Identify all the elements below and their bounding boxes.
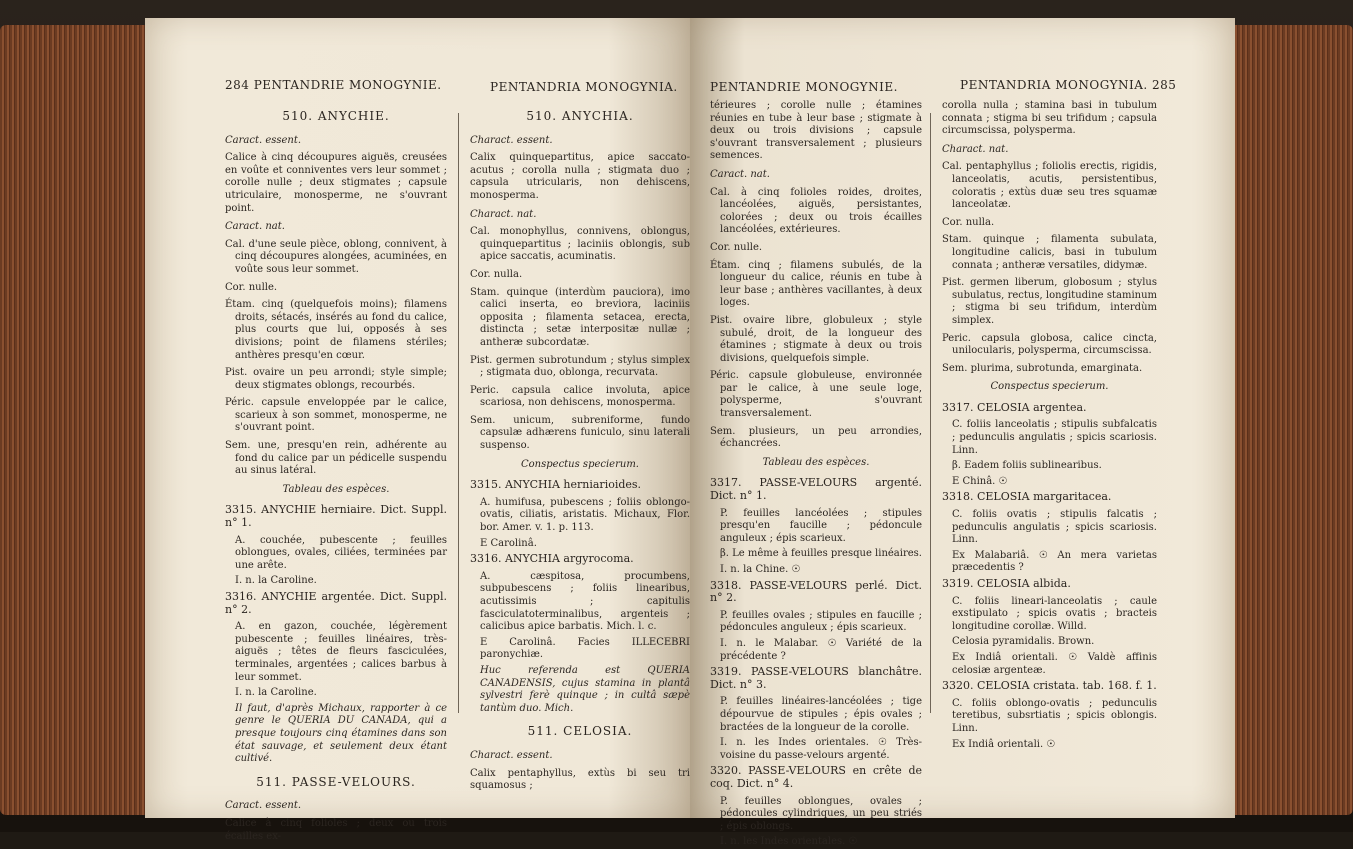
- species-entry: 3320. CELOSIA cristata. tab. 168. f. 1.: [942, 679, 1157, 693]
- paragraph: Sem. plurima, subrotunda, emarginata.: [942, 362, 1143, 374]
- section-head: Caract. essent.: [225, 800, 302, 812]
- section-head: Charact. nat.: [470, 208, 537, 220]
- paragraph: Stam. quinque (interdùm pauciora), imo calici inserta, eo breviora, laciniis opposita ; filamenta setacea, erecta, distincta ; setæ interpositæ nullæ ; antheræ subcordatæ.: [470, 286, 690, 348]
- left-page: [145, 18, 690, 842]
- species-entry: 3315. ANYCHIA herniarioides.: [470, 478, 642, 492]
- table-head: Tableau des espèces.: [762, 456, 870, 468]
- species-synonym: Celosia pyramidalis. Brown.: [952, 636, 1095, 648]
- genus-title: 510. ANYCHIE.: [282, 109, 390, 123]
- species-description: P. feuilles oblongues, ovales ; pédoncules cylindriques, un peu striés ; épis oblongs.: [720, 795, 922, 832]
- genus-title: 511. CELOSIA.: [527, 724, 633, 739]
- section-head: Charact. essent.: [470, 134, 553, 146]
- section-head: Charact. essent.: [470, 749, 553, 761]
- column-french: [225, 100, 447, 842]
- species-entry: 3318. CELOSIA margaritacea.: [942, 490, 1112, 504]
- species-locality: Ex Indiâ orientali. ☉ Valdè affinis celosiæ argenteæ.: [952, 651, 1157, 676]
- paragraph: Calice à cinq folioles ; deux ou trois écailles ex-: [225, 817, 447, 842]
- species-locality: I. n. les Indes orientales. ☉ Très-voisine du passe-velours argenté.: [720, 737, 922, 761]
- paragraph: Pist. germen subrotundum ; stylus simplex ; stigmata duo, oblonga, recurvata.: [470, 354, 690, 379]
- table-head: Tableau des espèces.: [282, 483, 390, 495]
- table-head: Conspectus specierum.: [990, 381, 1109, 393]
- paragraph: Pist. germen liberum, globosum ; stylus subulatus, rectus, longitudine staminum ; stigma bi seu trifidum, interdùm simplex.: [942, 277, 1157, 326]
- genus-title: 511. PASSE-VELOURS.: [256, 774, 416, 789]
- paragraph: Calix quinquepartitus, apice saccato-acutus ; corolla nulla ; stigmata duo ; capsula utricularis, non dehiscens, monosperma.: [470, 152, 690, 201]
- column-rule: [458, 113, 459, 713]
- section-head: Charact. nat.: [942, 143, 1009, 155]
- species-locality: I. n. les Indes orientales. ☉: [720, 836, 858, 848]
- paragraph: Cor. nulle.: [710, 241, 763, 253]
- paragraph: Cal. à cinq folioles roides, droites, lancéolées, aiguës, persistantes, colorées ; deux ou trois écailles lancéolées, extérieures.: [710, 186, 922, 236]
- species-entry: 3317. PASSE-VELOURS argenté. Dict. n° 1.: [710, 476, 922, 503]
- paragraph: Cor. nulla.: [470, 268, 523, 280]
- page-edges-left: [0, 25, 150, 815]
- paragraph: Stam. quinque ; filamenta subulata, longitudine calicis, basi in tubulum connata ; antheræ versatiles, didymæ.: [942, 234, 1157, 271]
- species-description: A. cæspitosa, procumbens, subpubescens ; foliis linearibus, acutissimis ; capitulis fasciculatoterminalibus, argenteis ; calicibus apice barbatis. Mich. l. c.: [480, 570, 690, 633]
- species-locality: I. n. la Caroline.: [235, 575, 317, 587]
- species-locality: Ex Malabariâ. ☉ An mera varietas præcedentis ?: [952, 549, 1157, 574]
- species-entry: 3320. PASSE-VELOURS en crête de coq. Dict. n° 4.: [710, 764, 922, 790]
- species-description: A. humifusa, pubescens ; foliis oblongo-ovatis, ciliatis, aristatis. Michaux, Flor. bor. Amer. v. 1. p. 113.: [480, 496, 690, 534]
- running-head-left: 284 PENTANDRIE MONOGYNIE.: [225, 78, 442, 92]
- species-locality: E Chinâ. ☉: [952, 475, 1008, 487]
- species-locality: E Carolinâ.: [480, 537, 537, 549]
- species-entry: 3317. CELOSIA argentea.: [942, 400, 1087, 414]
- species-locality: Ex Indiâ orientali. ☉: [952, 738, 1056, 750]
- species-entry: 3319. PASSE-VELOURS blanchâtre. Dict. n° 3.: [710, 665, 922, 691]
- paragraph: Cal. d'une seule pièce, oblong, connivent, à cinq découpures alongées, acuminées, en voûte sous leur sommet.: [225, 238, 447, 275]
- species-entry: 3315. ANYCHIE herniaire. Dict. Suppl. n° 1.: [225, 503, 447, 530]
- table-head: Conspectus specierum.: [521, 458, 639, 470]
- paragraph: Sem. unicum, subreniforme, fundo capsulæ adhærens funiculo, sinu laterali suspenso.: [470, 414, 690, 452]
- species-description: C. foliis ovatis ; stipulis falcatis ; pedunculis angulatis ; spicis scariosis. Linn.: [952, 509, 1157, 546]
- species-description: A. en gazon, couchée, légèrement pubescente ; feuilles linéaires, très-aiguës ; têtes de fleurs fasciculées, terminales, argentées ; calices barbus à leur sommet.: [235, 621, 447, 683]
- species-locality: I. n. le Malabar. ☉ Variété de la précédente ?: [720, 637, 922, 662]
- section-head: Caract. nat.: [710, 168, 770, 180]
- species-description: P. feuilles linéaires-lancéolées ; tige dépourvue de stipules ; épis ovales ; bractées de la longueur de la corolle.: [720, 696, 922, 733]
- paragraph: térieures ; corolle nulle ; étamines réunies en tube à leur base ; stigmate à deux ou trois divisions ; capsule s'ouvrant transversalement ; plusieurs semences.: [710, 100, 922, 162]
- running-head-right: PENTANDRIA MONOGYNIA. 285: [960, 78, 1177, 92]
- paragraph: Cor. nulla.: [942, 216, 995, 228]
- species-entry: 3318. PASSE-VELOURS perlé. Dict. n° 2.: [710, 578, 922, 605]
- page-edges-right: [1233, 25, 1353, 815]
- paragraph: Peric. capsula globosa, calice cincta, unilocularis, polysperma, circumscissa.: [942, 332, 1157, 357]
- species-locality: I. n. la Chine. ☉: [720, 564, 801, 575]
- paragraph: Péric. capsule globuleuse, environnée par le calice, à une seule loge, polysperme, s'ouvrant transversalement.: [710, 370, 922, 420]
- species-description: A. couchée, pubescente ; feuilles oblongues, ovales, ciliées, terminées par une arête.: [235, 534, 447, 571]
- species-variety: β. Le même à feuilles presque linéaires.: [720, 548, 922, 560]
- paragraph: Cal. pentaphyllus ; foliolis erectis, rigidis, lanceolatis, acutis, persistentibus, coloratis ; extùs duæ seu tres squamæ lanceolatæ.: [942, 161, 1157, 211]
- species-description: P. feuilles lancéolées ; stipules presqu'en faucille ; pédoncule anguleux ; épis scarieux.: [720, 507, 922, 544]
- paragraph: Péric. capsule enveloppée par le calice, scarieux à son sommet, monosperme, ne s'ouvrant point.: [225, 397, 447, 434]
- species-entry: 3316. ANYCHIA argyrocoma.: [470, 552, 634, 566]
- column-french: [710, 100, 922, 848]
- species-entry: 3319. CELOSIA albida.: [942, 577, 1071, 590]
- species-locality: I. n. la Caroline.: [235, 687, 317, 699]
- column-rule: [930, 113, 931, 713]
- note: Huc referenda est QUERIA CANADENSIS, cujus stamina in plantâ sylvestri ferè quinque ; in cultâ sæpè tantùm duo. Mich.: [480, 664, 690, 714]
- paragraph: Étam. cinq ; filamens subulés, de la longueur du calice, réunis en tube à leur base ; anthères vacillantes, à deux loges.: [710, 259, 922, 309]
- paragraph: Étam. cinq (quelquefois moins); filamens droits, sétacés, insérés au fond du calice, plus courts que lui, opposés à ses divisions; point de filamens stériles; anthères presqu'en cœur.: [225, 299, 447, 361]
- species-description: C. foliis oblongo-ovatis ; pedunculis teretibus, subsrtiatis ; spicis oblongis. Linn.: [952, 697, 1157, 734]
- paragraph: Calice à cinq découpures aiguës, creusées en voûte et conniventes vers leur sommet ; corolle nulle ; deux stigmates ; capsule utriculaire, monosperme, ne s'ouvrant point.: [225, 152, 447, 214]
- paragraph: Sem. une, presqu'en rein, adhérente au fond du calice par un pédicelle suspendu au sinus latéral.: [225, 440, 447, 477]
- paragraph: Cal. monophyllus, connivens, oblongus, quinquepartitus ; laciniis oblongis, sub apice saccatis, acuminatis.: [470, 226, 690, 263]
- species-entry: 3316. ANYCHIE argentée. Dict. Suppl. n° 2.: [225, 590, 447, 616]
- species-locality: E Carolinâ. Facies ILLECEBRI paronychiæ.: [480, 636, 690, 661]
- species-description: C. foliis lanceolatis ; stipulis subfalcatis ; pedunculis angulatis ; spicis scariosis. Linn.: [952, 419, 1157, 456]
- genus-title: 510. ANYCHIA.: [526, 109, 634, 123]
- note: Il faut, d'après Michaux, rapporter à ce genre le QUERIA DU CANADA, qui a presque toujours cinq étamines dans son état sauvage, et seulement deux étant cultivé.: [235, 702, 447, 765]
- species-description: C. foliis lineari-lanceolatis ; caule exstipulato ; spicis ovatis ; bracteis longitudine corollæ. Willd.: [952, 595, 1157, 632]
- running-head-left: PENTANDRIE MONOGYNIE.: [710, 80, 898, 94]
- section-head: Caract. nat.: [225, 221, 285, 233]
- right-page: [690, 18, 1235, 848]
- running-head-right: PENTANDRIA MONOGYNIA.: [490, 80, 678, 94]
- species-variety: β. Eadem foliis sublinearibus.: [952, 460, 1102, 472]
- section-head: Caract. essent.: [225, 134, 302, 146]
- column-latin: [470, 100, 690, 790]
- species-description: P. feuilles ovales ; stipules en faucille ; pédoncules anguleux ; épis scarieux.: [720, 609, 922, 634]
- paragraph: Calix pentaphyllus, extùs bi seu tri squamosus ;: [470, 767, 690, 792]
- paragraph: Cor. nulle.: [225, 281, 278, 293]
- column-latin: [942, 100, 1157, 790]
- paragraph: Peric. capsula calice involuta, apice scariosa, non dehiscens, monosperma.: [470, 384, 690, 409]
- paragraph: Pist. ovaire libre, globuleux ; style subulé, droit, de la longueur des étamines ; stigmate à deux ou trois divisions, quelquefois simple.: [710, 314, 922, 364]
- paragraph: corolla nulla ; stamina basi in tubulum connata ; stigma bi seu trifidum ; capsula circumscissa, polysperma.: [942, 100, 1157, 137]
- paragraph: Sem. plusieurs, un peu arrondies, échancrées.: [710, 425, 922, 450]
- paragraph: Pist. ovaire un peu arrondi; style simple; deux stigmates oblongs, recourbés.: [225, 367, 447, 391]
